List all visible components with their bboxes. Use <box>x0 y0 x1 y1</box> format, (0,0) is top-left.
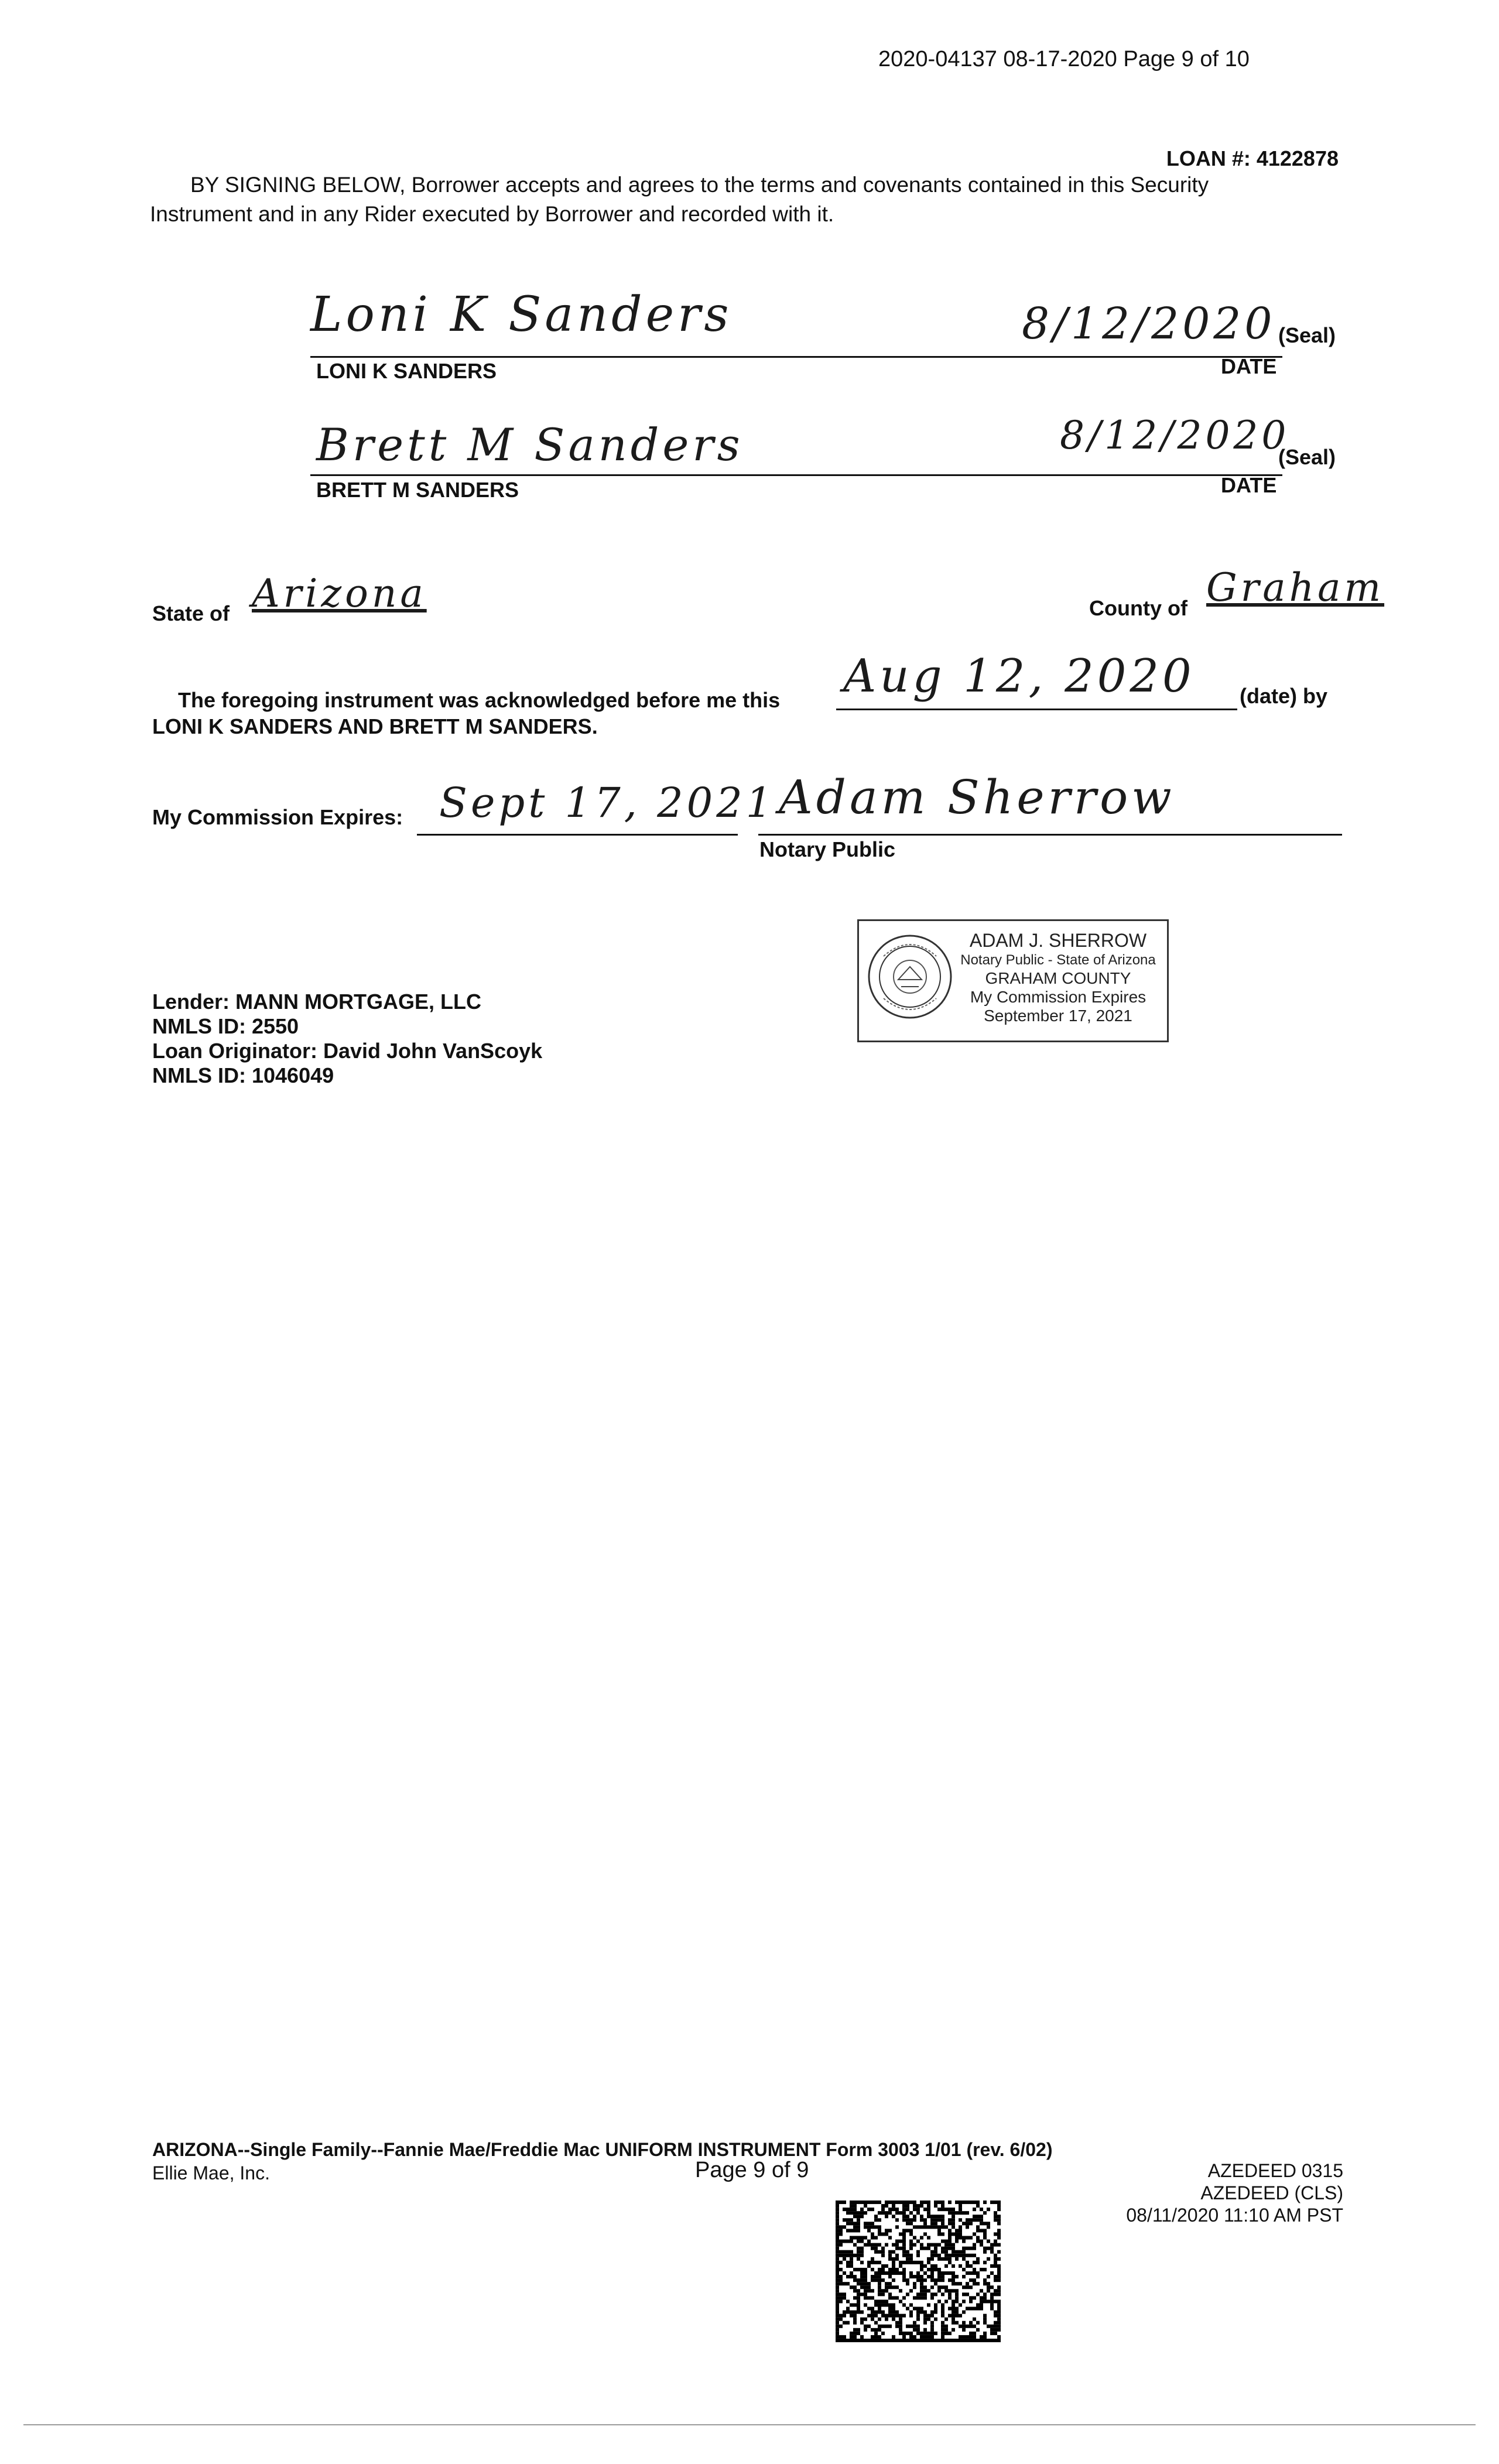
borrower-2-signature-line <box>310 474 1282 476</box>
borrower-1-seal-label: (Seal) <box>1278 323 1336 347</box>
borrower-1-signature-line <box>310 356 1282 358</box>
notary-stamp <box>857 919 1169 1042</box>
notary-signature: Adam Sherrow <box>779 770 1175 824</box>
barcode-icon <box>836 2201 1001 2342</box>
document-reference: 2020-04137 08-17-2020 Page 9 of 10 <box>878 47 1250 71</box>
acknowledgment-date-line <box>836 709 1237 710</box>
seal-commission-date: September 17, 2021 <box>984 1007 1132 1025</box>
doc-code-2: AZEDEED (CLS) <box>1200 2182 1343 2203</box>
doc-code-1: AZEDEED 0315 <box>1207 2160 1343 2181</box>
lender-nmls: NMLS ID: 2550 <box>152 1014 299 1038</box>
seal-name: ADAM J. SHERROW <box>969 930 1147 951</box>
borrower-2-name: BRETT M SANDERS <box>316 478 519 502</box>
intro-line-2: Instrument and in any Rider executed by Borrower and recorded with it. <box>150 202 834 226</box>
originator-nmls: NMLS ID: 1046049 <box>152 1063 334 1087</box>
loan-originator: Loan Originator: David John VanScoyk <box>152 1039 543 1063</box>
borrower-1-date-label: DATE <box>1221 354 1277 378</box>
county-value: Graham <box>1206 565 1385 610</box>
state-seal-icon <box>866 933 954 1021</box>
commission-expires-label: My Commission Expires: <box>152 805 403 829</box>
seal-county: GRAHAM COUNTY <box>985 969 1131 987</box>
borrower-2-seal-label: (Seal) <box>1278 445 1336 469</box>
doc-timestamp: 08/11/2020 11:10 AM PST <box>1126 2205 1343 2226</box>
vendor-footer: Ellie Mae, Inc. <box>152 2162 270 2184</box>
borrower-1-name: LONI K SANDERS <box>316 359 497 383</box>
borrower-2-date-label: DATE <box>1221 473 1277 497</box>
acknowledged-names: LONI K SANDERS AND BRETT M SANDERS. <box>152 714 598 738</box>
borrower-1-signature: Loni K Sanders <box>310 287 733 343</box>
page-number: Page 9 of 9 <box>695 2158 809 2182</box>
commission-expires-line <box>417 834 738 836</box>
loan-number: LOAN #: 4122878 <box>1166 146 1339 170</box>
acknowledgment-suffix: (date) by <box>1240 684 1328 708</box>
borrower-2-date-handwritten: 8/12/2020 <box>1060 413 1290 458</box>
form-footer: ARIZONA--Single Family--Fannie Mae/Freddie Mac UNIFORM INSTRUMENT Form 3003 1/01 (rev. 6/02) <box>152 2139 1053 2160</box>
commission-expires-value: Sept 17, 2021 <box>439 779 776 827</box>
borrower-2-signature: Brett M Sanders <box>316 419 744 471</box>
notary-signature-line <box>758 834 1342 836</box>
county-label: County of <box>1089 596 1187 620</box>
acknowledgment-date: Aug 12, 2020 <box>843 650 1195 703</box>
state-label: State of <box>152 601 230 625</box>
borrower-1-date-handwritten: 8/12/2020 <box>1022 299 1276 349</box>
notary-public-label: Notary Public <box>759 837 896 861</box>
bottom-scan-edge <box>23 2424 1476 2425</box>
seal-title: Notary Public - State of Arizona <box>960 952 1156 968</box>
state-value: Arizona <box>252 571 427 616</box>
intro-line-1: BY SIGNING BELOW, Borrower accepts and agrees to the terms and covenants contained in this Security <box>190 173 1209 197</box>
seal-commission-label: My Commission Expires <box>970 988 1147 1006</box>
lender-name: Lender: MANN MORTGAGE, LLC <box>152 990 481 1014</box>
acknowledgment-text: The foregoing instrument was acknowledged before me this <box>178 688 781 712</box>
